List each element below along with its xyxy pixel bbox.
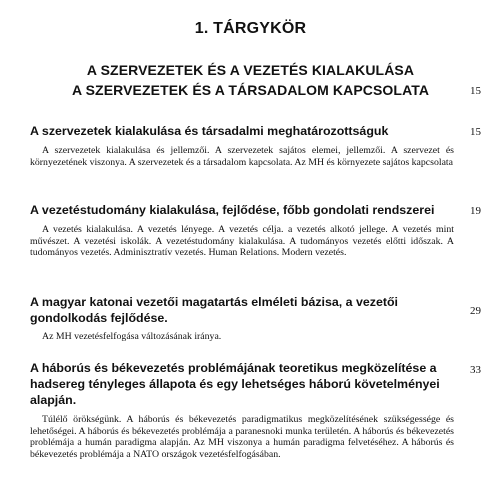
- chapter-title: 1. TÁRGYKÖR: [194, 20, 307, 37]
- section-1-body: A szervezetek kialakulása és jellemzői. A szervezetek sajátos elemei, jellemzői. A szervezet és környezetének viszonya. A szervezetek és a társadalom kapcsolata. Az MH és környezete sajátos kapcsolata: [30, 145, 454, 168]
- section-2-body: A vezetés kialakulása. A vezetés lényege. A vezetés célja. a vezetés alkotó jellege. A vezetés mint művészet. A vezetési iskolák. A vezetéstudomány kialakulása. A tudományos vezetés előtti időszak. A tudományos vezetés. Adminisztratív vezetés. Human Relations. Modern vezetés.: [30, 224, 454, 259]
- section-4-title-line-1: A háborús és békevezetés problémájának teoretikus megközelítése a: [30, 361, 437, 375]
- section-3-body: Az MH vezetésfelfogása változásának iránya.: [42, 331, 222, 342]
- part-title-line-1: A SZERVEZETEK ÉS A VEZETÉS KIALAKULÁSA: [86, 62, 415, 78]
- section-3-title-line-2: gondolkodás fejlődése.: [30, 311, 168, 325]
- section-3-page-number: 29: [470, 305, 481, 317]
- section-3-title-line-1: A magyar katonai vezetői magatartás elméleti bázisa, a vezetői: [30, 295, 398, 309]
- section-1-page-number: 15: [470, 126, 481, 138]
- part-page-number: 15: [470, 85, 481, 97]
- section-4-title-line-3: alapján.: [30, 393, 77, 407]
- section-1-title: A szervezetek kialakulása és társadalmi meghatározottságuk: [30, 124, 389, 138]
- section-4-page-number: 33: [470, 364, 481, 376]
- section-4-title-line-2: hadsereg tényleges állapota és egy lehetséges háború követelményei: [30, 377, 440, 391]
- section-2-page-number: 19: [470, 205, 481, 217]
- section-4-body: Túlélő örökségünk. A háborús és békevezetés paradigmatikus megközelítésének szükségessége és lehetőségei. A háborús és békevezetés problémája a paranesnoki munka területén. A háborús és békevezetés problémája a humán paradigma alapján. Az MH viszonya a humán paradigma felvetéséhez. A háborús és békevezetés problémája a NATO országok vezetésfelfogásában.: [30, 414, 454, 460]
- part-title-line-2: A SZERVEZETEK ÉS A TÁRSADALOM KAPCSOLATA: [71, 82, 430, 98]
- section-2-title: A vezetéstudomány kialakulása, fejlődése, főbb gondolati rendszerei: [30, 203, 435, 217]
